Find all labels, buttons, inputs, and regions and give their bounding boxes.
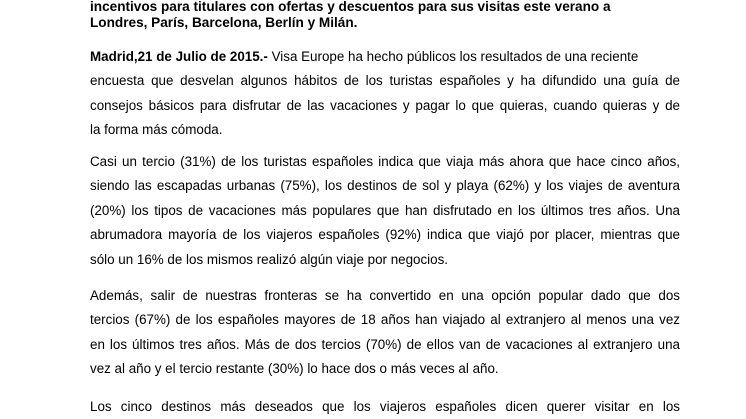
paragraph-line xyxy=(90,45,680,69)
paragraph-line: (20%) los tipos de vacaciones más populares que han disfrutado en los últimos tres años. Una xyxy=(90,202,680,218)
paragraph-travel-stats xyxy=(90,150,680,272)
dateline: Madrid,21 de Julio de 2015.- xyxy=(90,49,268,64)
paragraph-line: la forma más cómoda. xyxy=(90,122,223,138)
paragraph-line: sólo un 16% de los mismos realizó algún viaje por negocios. xyxy=(90,251,449,267)
subtitle-line: incentivos para titulares con ofertas y descuentos para sus visitas este verano a xyxy=(90,0,611,14)
paragraph-line: Casi un tercio (31%) de los turistas españoles indica que viaja más ahora que hace cinco años, xyxy=(90,154,680,169)
paragraph-line: tercios (67%) de los españoles mayores de 18 años han viajado al extranjero al menos una vez xyxy=(90,312,680,328)
paragraph-intro xyxy=(90,45,680,143)
subtitle xyxy=(90,0,680,31)
paragraph-line: siendo las escapadas urbanas (75%), los destinos de sol y playa (62%) y los viajes de aventura xyxy=(90,178,680,194)
paragraph-line: en los últimos tres años. Más de dos tercios (70%) de ellos van de vacaciones al extranjero una xyxy=(90,336,680,352)
paragraph-line: Además, salir de nuestras fronteras se ha convertido en una opción popular dado que dos xyxy=(90,288,680,303)
paragraph-abroad xyxy=(90,284,680,382)
paragraph-text: Visa Europe ha hecho públicos los resultados de una reciente xyxy=(267,49,639,64)
subtitle-line: Londres, París, Barcelona, Berlín y Milán. xyxy=(90,15,358,30)
paragraph-line: Los cinco destinos más deseados que los viajeros españoles dicen querer visitar en los xyxy=(90,399,680,414)
paragraph-line: encuesta que desvelan algunos hábitos de los turistas españoles y ha difundido una guía de xyxy=(90,73,680,89)
paragraph-destinations xyxy=(90,395,680,419)
paragraph-line: vez al año y el tercio restante (30%) lo hace dos o más veces al año. xyxy=(90,361,499,377)
paragraph-line: consejos básicos para disfrutar de las vacaciones y pagar lo que quieras, cuando quieras y de xyxy=(90,97,680,113)
paragraph-line: abrumadora mayoría de los viajeros españoles (92%) indica que viajó por placer, mientras que xyxy=(90,227,680,243)
